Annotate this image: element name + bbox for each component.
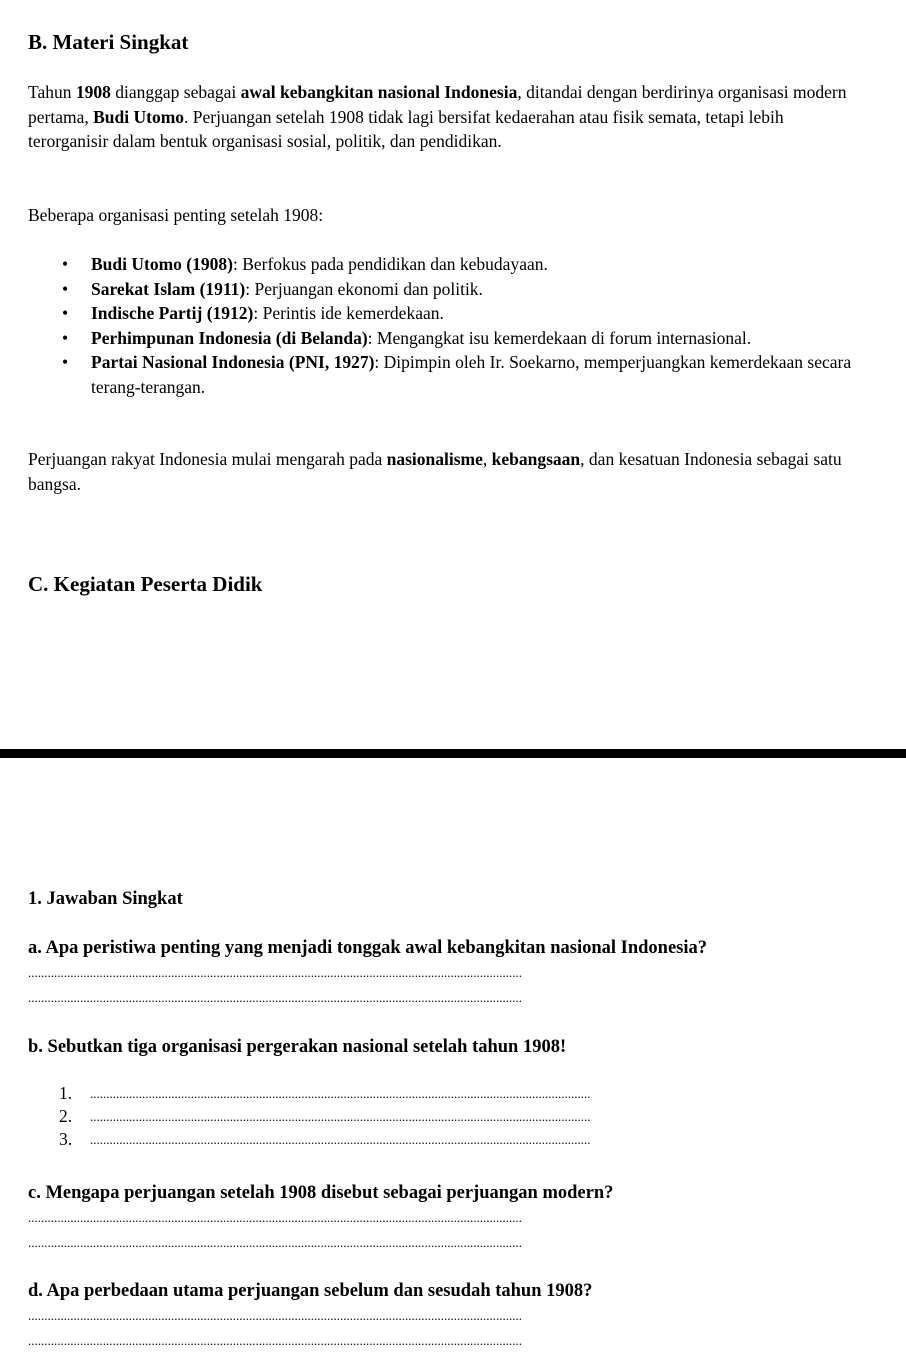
answer-line-d2[interactable]: ........................................................................................................................................................ xyxy=(28,1334,522,1347)
bullet-icon: • xyxy=(62,327,69,348)
organization-list xyxy=(28,252,858,399)
answer-line-c1[interactable]: ........................................................................................................................................................ xyxy=(28,1211,522,1224)
answer-row-b1[interactable]: 1. .......................................................................................................................................................... xyxy=(28,1082,716,1105)
question-d: d. Apa perbedaan utama perjuangan sebelum dan sesudah tahun 1908? xyxy=(28,1281,593,1301)
answer-row-b2[interactable]: 2. .......................................................................................................................................................... xyxy=(28,1105,716,1128)
question-b: b. Sebutkan tiga organisasi pergerakan nasional setelah tahun 1908! xyxy=(28,1037,567,1057)
page-divider xyxy=(0,749,906,758)
answer-line-a2[interactable]: ........................................................................................................................................................ xyxy=(28,991,522,1004)
bullet-icon: • xyxy=(62,254,69,274)
section-b-paragraph-2: Perjuangan rakyat Indonesia mulai mengarah pada nasionalisme, kebangsaan, dan kesatuan Indonesia sebagai satu bangsa. xyxy=(28,449,842,494)
section-b-paragraph-1: Tahun 1908 dianggap sebagai awal kebangkitan nasional Indonesia, ditandai dengan berdirinya organisasi modern pertama, Budi Utomo. Perjuangan setelah 1908 tidak lagi bersifat kedaerahan atau fisik semata, tetapi lebih terorganisir dalam bentuk organisasi sosial, politik, dan pendidikan. xyxy=(28,82,847,151)
answer-line-b2[interactable]: .......................................................................................................................................................... xyxy=(90,1109,591,1124)
bullet-icon: • xyxy=(62,278,69,299)
answer-line-c2[interactable]: ........................................................................................................................................................ xyxy=(28,1236,522,1249)
org-list-intro: Beberapa organisasi penting setelah 1908: xyxy=(28,205,324,225)
list-item: • Sarekat Islam (1911): Perjuangan ekonomi dan politik. xyxy=(28,277,858,302)
answer-line-d1[interactable]: ........................................................................................................................................................ xyxy=(28,1309,522,1322)
question-a: a. Apa peristiwa penting yang menjadi tonggak awal kebangkitan nasional Indonesia? xyxy=(28,938,707,958)
answer-line-b3[interactable]: .......................................................................................................................................................... xyxy=(90,1132,591,1147)
bullet-icon: • xyxy=(62,303,69,323)
section-b-title: B. Materi Singkat xyxy=(28,30,189,54)
answer-row-b3[interactable]: 3. .......................................................................................................................................................... xyxy=(28,1128,716,1151)
list-item: • Perhimpunan Indonesia (di Belanda): Mengangkat isu kemerdekaan di forum internasional. xyxy=(28,326,858,351)
section-c-title: C. Kegiatan Peserta Didik xyxy=(28,572,263,596)
bullet-icon: • xyxy=(62,352,69,372)
list-item: • Partai Nasional Indonesia (PNI, 1927): Dipimpin oleh Ir. Soekarno, memperjuangkan kemerdekaan secara terang-terangan. xyxy=(62,352,852,397)
answer-list-b xyxy=(28,1082,716,1151)
part-1-title: 1. Jawaban Singkat xyxy=(28,889,183,909)
answer-line-a1[interactable]: ........................................................................................................................................................ xyxy=(28,966,522,979)
list-item: • Indische Partij (1912): Perintis ide kemerdekaan. xyxy=(28,301,858,326)
list-item: • Budi Utomo (1908): Berfokus pada pendidikan dan kebudayaan. xyxy=(28,252,858,277)
question-c: c. Mengapa perjuangan setelah 1908 disebut sebagai perjuangan modern? xyxy=(28,1183,614,1203)
answer-line-b1[interactable]: .......................................................................................................................................................... xyxy=(90,1086,591,1101)
